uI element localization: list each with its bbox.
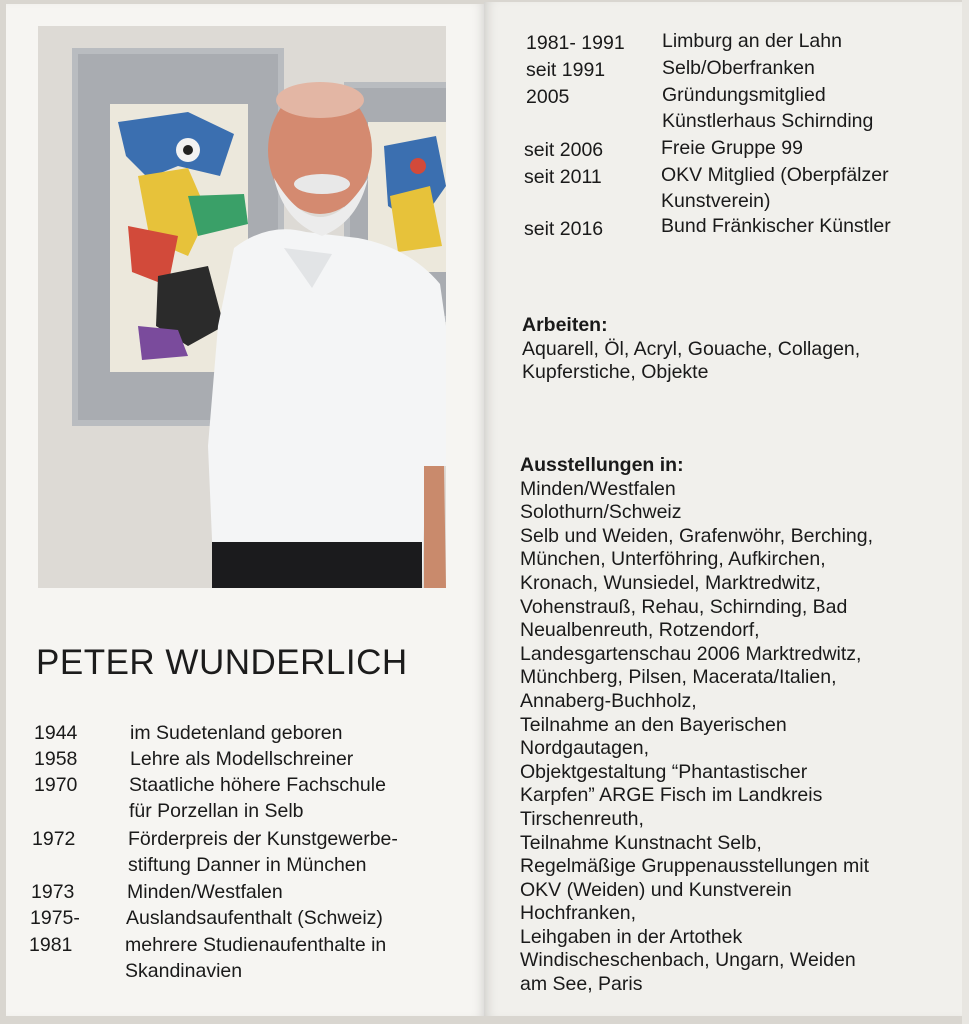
timeline-year: 1972 (32, 828, 76, 850)
exhibition-line: Windischeschenbach, Ungarn, Weiden (520, 949, 856, 972)
timeline-text: Kunstverein) (661, 190, 771, 212)
exhibition-line: Objektgestaltung “Phantastischer (520, 760, 808, 783)
timeline-year: seit 1991 (526, 59, 606, 81)
timeline-text: Künstlerhaus Schirnding (662, 110, 874, 132)
works-heading: Arbeiten: (522, 314, 608, 336)
exhibition-line: Selb und Weiden, Grafenwöhr, Berching, (520, 524, 874, 547)
exhibition-line: Landesgartenschau 2006 Marktredwitz, (520, 642, 862, 665)
timeline-text: mehrere Studienaufenthalte in (125, 934, 387, 956)
timeline-text: Selb/Oberfranken (662, 57, 815, 79)
exhibition-line: Tirschenreuth, (520, 807, 644, 830)
exhibition-line: Münchberg, Pilsen, Macerata/Italien, (520, 666, 837, 689)
timeline-year: 1975- (30, 907, 80, 929)
works-section (522, 314, 860, 385)
timeline-text: Freie Gruppe 99 (661, 137, 803, 159)
exhibition-line: OKV (Weiden) und Kunstverein (520, 878, 792, 901)
exhibition-line: Nordgautagen, (520, 737, 650, 760)
timeline-text: im Sudetenland geboren (130, 722, 343, 744)
timeline-text: Auslandsaufenthalt (Schweiz) (126, 907, 383, 929)
artist-name: PETER WUNDERLICH (36, 643, 408, 682)
timeline-year: 1973 (31, 881, 75, 903)
timeline-year: 1981- 1991 (526, 32, 625, 54)
timeline-text: Gründungsmitglied (662, 84, 826, 106)
timeline-year: 2005 (526, 86, 570, 108)
exhibition-line: am See, Paris (520, 973, 643, 996)
timeline-year: seit 2011 (524, 166, 602, 188)
works-line: Kupferstiche, Objekte (522, 361, 709, 383)
exhibition-line: Regelmäßige Gruppenausstellungen mit (520, 855, 870, 878)
timeline-year: seit 2016 (524, 218, 604, 240)
exhibition-line: Teilnahme Kunstnacht Selb, (520, 831, 762, 854)
exhibition-line: Minden/Westfalen (520, 477, 676, 500)
timeline-text: Bund Fränkischer Künstler (661, 215, 891, 237)
exhibition-line: Hochfranken, (520, 902, 636, 925)
exhibition-line: Kronach, Wunsiedel, Marktredwitz, (520, 571, 821, 594)
timeline-year: seit 2006 (524, 139, 604, 161)
exhibition-line: Vohenstrauß, Rehau, Schirnding, Bad (520, 595, 848, 618)
exhibition-line: Neualbenreuth, Rotzendorf, (520, 619, 760, 642)
exhibitions-heading: Ausstellungen in: (520, 454, 684, 476)
timeline-text: stiftung Danner in München (128, 854, 367, 876)
timeline-text: Lehre als Modellschreiner (130, 748, 354, 770)
timeline-year: 1944 (34, 722, 78, 744)
timeline-text: Limburg an der Lahn (662, 30, 842, 52)
timeline-year: 1970 (34, 774, 78, 796)
exhibition-line: Karpfen” ARGE Fisch im Landkreis (520, 784, 823, 807)
works-line: Aquarell, Öl, Acryl, Gouache, Collagen, (522, 337, 861, 360)
artist-photo (38, 26, 446, 588)
timeline-year: 1981 (29, 934, 73, 956)
exhibition-line: Teilnahme an den Bayerischen (520, 713, 787, 736)
exhibitions-section (520, 454, 873, 997)
exhibition-line: München, Unterföhring, Aufkirchen, (520, 548, 826, 571)
timeline-text: Minden/Westfalen (127, 881, 283, 903)
exhibition-line: Annaberg-Buchholz, (520, 689, 697, 712)
page-edge (962, 0, 969, 1024)
timeline-text: Förderpreis der Kunstgewerbe- (128, 828, 398, 850)
timeline-text: OKV Mitglied (Oberpfälzer (661, 164, 889, 186)
timeline-text: Staatliche höhere Fachschule (129, 774, 386, 796)
timeline-text: Skandinavien (125, 960, 243, 982)
timeline-text: für Porzellan in Selb (129, 800, 304, 822)
exhibition-line: Solothurn/Schweiz (520, 501, 682, 524)
timeline-year: 1958 (34, 748, 78, 770)
exhibition-line: Leihgaben in der Artothek (520, 925, 743, 948)
